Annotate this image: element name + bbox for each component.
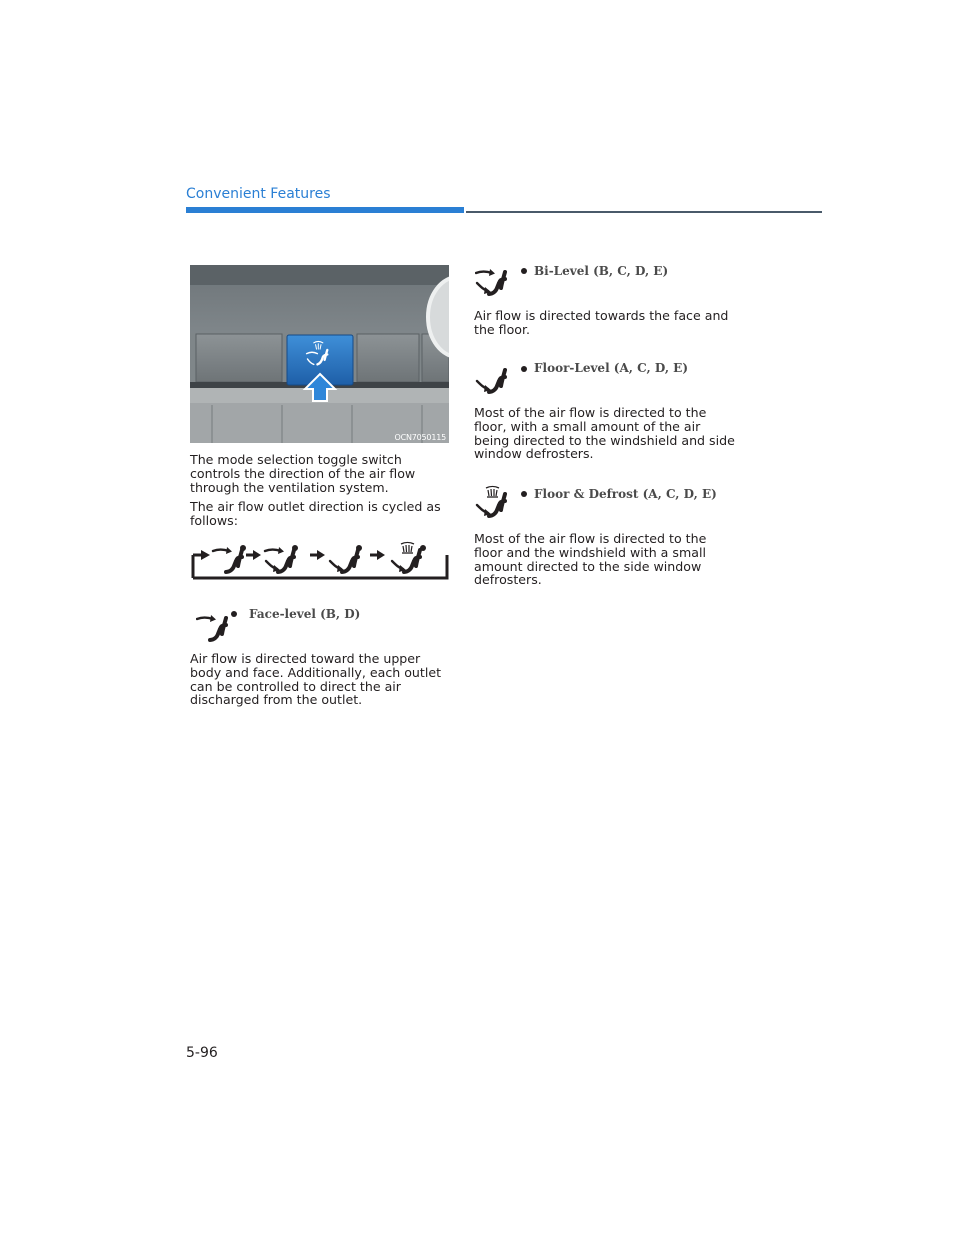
- floor-defrost-icon: [392, 543, 426, 573]
- intro-paragraph-2: The air flow outlet direction is cycled as follows:: [190, 499, 441, 528]
- page-number: 5-96: [186, 1045, 218, 1061]
- mode-description-face-level: Air flow is directed toward the upper body and face. Additionally, each outlet can be controlled to direct the air discharged from the outlet.: [190, 651, 442, 708]
- mode-description-floor-defrost: Most of the air flow is directed to the floor and the windshield with a small amount directed to the side window defrosters.: [474, 531, 707, 588]
- bi-level-icon: [265, 545, 298, 572]
- mode-description-bi-level: Air flow is directed towards the face and the floor.: [474, 308, 729, 337]
- header-rule: [466, 211, 822, 213]
- floor-defrost-icon: [475, 484, 517, 522]
- mode-title-floor-defrost: Floor & Defrost (A, C, D, E): [534, 487, 717, 501]
- mode-description-floor-level: Most of the air flow is directed to the floor, with a small amount of the air being directed to the windshield and side window defrosters.: [474, 405, 735, 462]
- section-title: Convenient Features: [186, 186, 331, 202]
- bullet: [521, 268, 527, 274]
- face-level-icon: [213, 545, 246, 572]
- bullet: [521, 366, 527, 372]
- mode-cycle-diagram: [190, 540, 450, 584]
- bullet: [231, 611, 237, 617]
- mode-title-floor-level: Floor-Level (A, C, D, E): [534, 361, 689, 375]
- intro-paragraph-1: The mode selection toggle switch controls the direction of the air flow through the ventilation system.: [190, 452, 416, 495]
- bullet: [521, 491, 527, 497]
- header-rule-accent: [186, 207, 464, 213]
- mode-switch-photo: [190, 265, 449, 443]
- floor-level-icon: [475, 360, 515, 398]
- mode-title-face-level: Face-level (B, D): [249, 607, 361, 621]
- face-level-icon: [196, 606, 236, 644]
- floor-level-icon: [330, 545, 362, 572]
- bi-level-icon: [475, 262, 515, 300]
- mode-title-bi-level: Bi-Level (B, C, D, E): [534, 264, 669, 278]
- figure-code: OCN7050115: [394, 433, 446, 442]
